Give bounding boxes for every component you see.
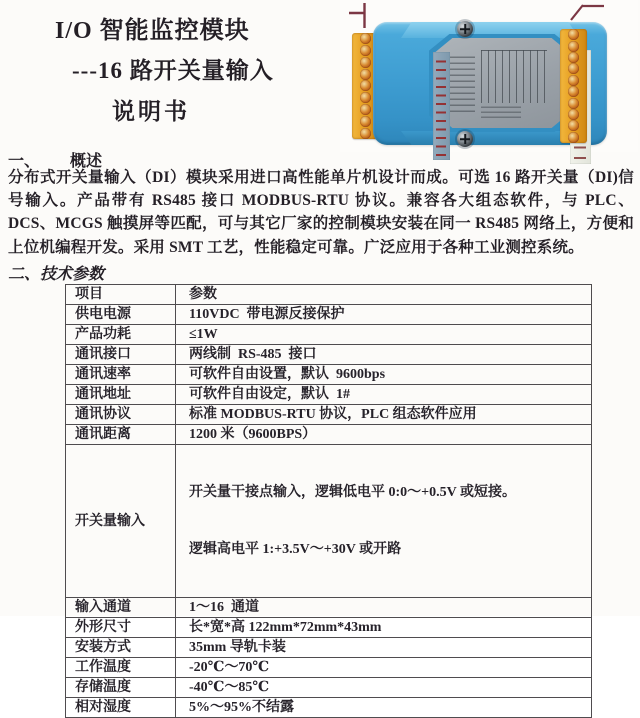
terminal-screw-icon xyxy=(568,132,579,143)
row-label: 开关量输入 xyxy=(66,445,176,598)
col-header-param: 参数 xyxy=(176,285,592,305)
section2-number: 二、 xyxy=(8,266,41,283)
terminal-screw-icon xyxy=(360,92,371,103)
table-header-row xyxy=(66,285,592,305)
plate-table-lines xyxy=(481,50,547,103)
terminal-screw-icon xyxy=(360,104,371,115)
row-value: 两线制 RS-485 接口 xyxy=(176,345,592,365)
row-value: 标准 MODBUS-RTU 协议，PLC 组态软件应用 xyxy=(176,405,592,425)
module-photo xyxy=(340,0,638,152)
table-row xyxy=(66,305,592,325)
right-terminal-block xyxy=(560,29,587,143)
row-label: 安装方式 xyxy=(66,638,176,658)
table-row xyxy=(66,325,592,345)
table-row xyxy=(66,385,592,405)
row-label: 通讯接口 xyxy=(66,345,176,365)
row-value: 可软件自由设定，默认 1# xyxy=(176,385,592,405)
label-plate xyxy=(435,38,569,128)
table-row xyxy=(66,698,592,718)
row-value: 1200 米（9600BPS） xyxy=(176,425,592,445)
row-value: 5%～95%不结露 xyxy=(176,698,592,718)
terminal-screw-icon xyxy=(568,52,579,63)
table-row xyxy=(66,345,592,365)
table-row xyxy=(66,658,592,678)
section1-title: 概述 xyxy=(70,153,103,170)
row-value: 可软件自由设置，默认 9600bps xyxy=(176,365,592,385)
row-value-line1: 开关量干接点输入，逻辑低电平 0:0～+0.5V 或短接。 xyxy=(189,485,516,500)
row-label: 通讯距离 xyxy=(66,425,176,445)
table-row xyxy=(66,618,592,638)
table-row xyxy=(66,425,592,445)
row-value-line2: 逻辑高电平 1:+3.5V～+30V 或开路 xyxy=(189,542,402,557)
table-row xyxy=(66,678,592,698)
row-value: -20℃～70℃ xyxy=(176,658,592,678)
spec-table xyxy=(65,284,592,718)
row-value: 1～16 通道 xyxy=(176,598,592,618)
terminal-screw-icon xyxy=(568,120,579,131)
table-row xyxy=(66,598,592,618)
row-label: 相对湿度 xyxy=(66,698,176,718)
terminal-screw-icon xyxy=(568,29,579,40)
row-value xyxy=(176,445,592,598)
row-label: 供电电源 xyxy=(66,305,176,325)
table-row-switch-input xyxy=(66,445,592,598)
row-label: 输入通道 xyxy=(66,598,176,618)
terminal-screw-icon xyxy=(360,69,371,80)
plate-text-marks xyxy=(449,52,475,112)
left-pin-label-strip xyxy=(433,52,450,160)
doc-title-line1: I/O 智能监控模块 xyxy=(55,18,250,44)
row-value: 110VDC 带电源反接保护 xyxy=(176,305,592,325)
table-row xyxy=(66,638,592,658)
row-label: 通讯地址 xyxy=(66,385,176,405)
terminal-screw-icon xyxy=(360,80,371,91)
row-label: 通讯协议 xyxy=(66,405,176,425)
doc-title-line2: ---16 路开关量输入 xyxy=(72,58,274,83)
case-bevel-bottom xyxy=(401,131,579,145)
terminal-screw-icon xyxy=(568,75,579,86)
terminal-screw-icon xyxy=(568,86,579,97)
terminal-screw-icon xyxy=(360,116,371,127)
section2-title: 技术参数 xyxy=(40,266,105,283)
row-label: 产品功耗 xyxy=(66,325,176,345)
row-label: 通讯速率 xyxy=(66,365,176,385)
terminal-screw-icon xyxy=(568,63,579,74)
row-value: 35mm 导轨卡装 xyxy=(176,638,592,658)
terminal-screw-icon xyxy=(360,57,371,68)
terminal-screw-icon xyxy=(568,98,579,109)
terminal-screw-icon xyxy=(360,45,371,56)
table-row xyxy=(66,365,592,385)
terminal-screw-icon xyxy=(568,41,579,52)
row-value: ≤1W xyxy=(176,325,592,345)
plate-text-marks-2 xyxy=(481,104,521,118)
row-label: 外形尺寸 xyxy=(66,618,176,638)
section2-heading xyxy=(8,261,104,284)
row-label: 工作温度 xyxy=(66,658,176,678)
row-value: -40℃～85℃ xyxy=(176,678,592,698)
row-value: 长*宽*高 122mm*72mm*43mm xyxy=(176,618,592,638)
left-pin-label-text xyxy=(436,56,446,156)
terminal-screw-icon xyxy=(360,128,371,139)
case-screw-bottom-icon xyxy=(457,131,473,147)
doc-title-line3: 说明书 xyxy=(112,99,190,124)
row-label: 存储温度 xyxy=(66,678,176,698)
section1-number: 一、 xyxy=(8,153,41,170)
crop-mark-left-icon xyxy=(346,1,378,31)
overview-paragraph: 分布式开关量输入（DI）模块采用进口高性能单片机设计而成。可选 16 路开关量（DI)信号输入。产品带有 RS485 接口 MODBUS-RTU 协议。兼容各大组态软件，与 PLC、DCS、MCGS 触摸屏等匹配，可与其它厂家的控制模块安装在同一 RS485 网络上，方便和上位机编程开发。采用 SMT 工艺，性能稳定可靠。广泛应用于各种工业测控系统。 xyxy=(8,169,634,256)
col-header-item: 项目 xyxy=(66,285,176,305)
terminal-screw-icon xyxy=(360,33,371,44)
terminal-screw-icon xyxy=(568,109,579,120)
case-screw-top-icon xyxy=(457,21,473,37)
table-row xyxy=(66,405,592,425)
